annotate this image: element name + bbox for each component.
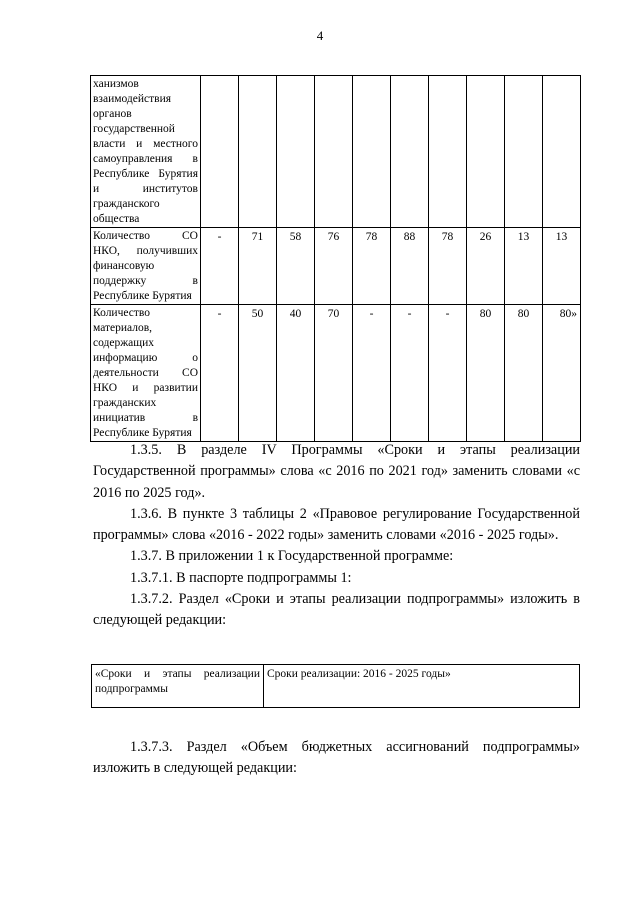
paragraph-1-3-7-3: 1.3.7.3. Раздел «Объем бюджетных ассигнований подпрограммы» изложить в следующей редакции: xyxy=(93,739,580,777)
table-cell xyxy=(353,76,391,228)
table-cell: 50 xyxy=(239,305,277,442)
table-cell: 13 xyxy=(543,228,581,305)
table-cell: 78 xyxy=(353,228,391,305)
table-row xyxy=(91,76,581,228)
paragraph-1-3-7-2: 1.3.7.2. Раздел «Сроки и этапы реализации подпрограммы» изложить в следующей редакции: xyxy=(93,591,580,629)
table-cell xyxy=(201,76,239,228)
table-row xyxy=(92,665,580,708)
table-cell xyxy=(277,76,315,228)
table-cell xyxy=(315,76,353,228)
paragraph-1-3-5: 1.3.5. В разделе IV Программы «Сроки и этапы реализации Государственной программы» слова «с 2016 по 2021 год» заменить словами «с 2016 по 2025 год». xyxy=(93,442,580,501)
table-cell: - xyxy=(429,305,467,442)
period-table xyxy=(91,664,580,708)
table-cell: - xyxy=(201,228,239,305)
table-cell: 71 xyxy=(239,228,277,305)
table-cell: 80» xyxy=(543,305,581,442)
indicators-table xyxy=(90,75,581,442)
table-cell: 58 xyxy=(277,228,315,305)
indicator-label: ханизмов взаимодействия органов государственной власти и местного самоуправления в Республике Бурятия и институтов гражданского общества xyxy=(91,76,201,228)
table-cell: 76 xyxy=(315,228,353,305)
paragraph-1-3-7: 1.3.7. В приложении 1 к Государственной программе: xyxy=(130,548,454,565)
paragraph-1-3-7-1: 1.3.7.1. В паспорте подпрограммы 1: xyxy=(130,569,352,586)
table-cell: 78 xyxy=(429,228,467,305)
table-cell: 70 xyxy=(315,305,353,442)
table-cell: - xyxy=(353,305,391,442)
table-cell xyxy=(543,76,581,228)
period-label: «Сроки и этапы реализации подпрограммы xyxy=(92,665,264,708)
table-cell xyxy=(429,76,467,228)
indicator-label: Количество СО НКО, получивших финансовую поддержку в Республике Бурятия xyxy=(91,228,201,305)
table-cell: - xyxy=(201,305,239,442)
table-cell xyxy=(239,76,277,228)
paragraph-1-3-6: 1.3.6. В пункте 3 таблицы 2 «Правовое регулирование Государственной программы» слова «2016 - 2022 годы» заменить словами «2016 - 2025 годы». xyxy=(93,505,580,544)
table-cell: 26 xyxy=(467,228,505,305)
body-text xyxy=(93,440,580,632)
period-value: Сроки реализации: 2016 - 2025 годы» xyxy=(264,665,580,708)
table-row xyxy=(91,228,581,305)
table-cell: 88 xyxy=(391,228,429,305)
indicator-label: Количество материалов, содержащих информацию о деятельности СО НКО и развитии гражданских инициатив в Республике Бурятия xyxy=(91,305,201,442)
table-cell xyxy=(391,76,429,228)
table-cell: 13 xyxy=(505,228,543,305)
table-cell xyxy=(505,76,543,228)
page-number: 4 xyxy=(316,28,324,43)
closing-text xyxy=(93,737,580,780)
table-cell: 40 xyxy=(277,305,315,442)
table-cell: 80 xyxy=(467,305,505,442)
table-cell: 80 xyxy=(505,305,543,442)
table-cell xyxy=(467,76,505,228)
table-row xyxy=(91,305,581,442)
table-cell: - xyxy=(391,305,429,442)
